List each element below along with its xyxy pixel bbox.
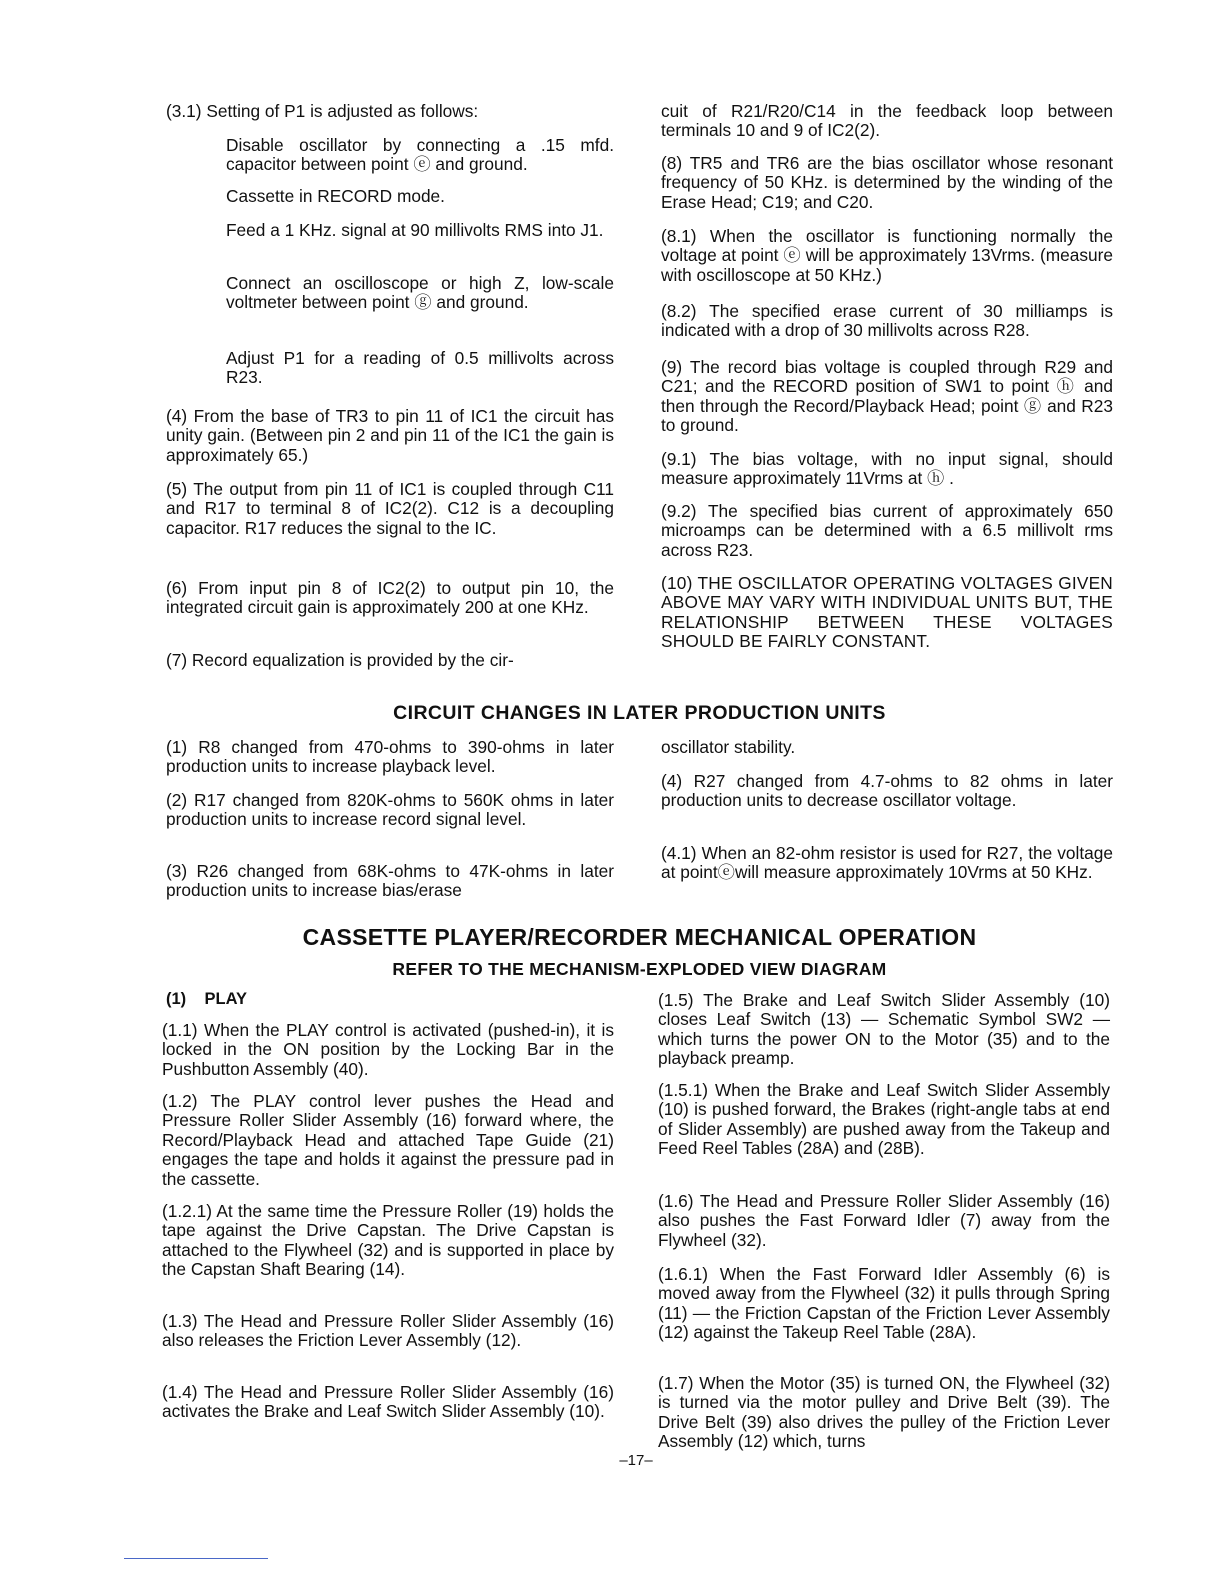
mech-1-6-1: (1.6.1) When the Fast Forward Idler Assembly (6) is moved away from the Flywheel (32) it pulls through Spring (11) — the Friction Capstan of the Friction Lever Assembly (12) against the Takeup Reel Table (28A). — [658, 1264, 1110, 1343]
para-3-1-step-c: Feed a 1 KHz. signal at 90 millivolts RMS into J1. — [226, 220, 604, 240]
mech-1-7: (1.7) When the Motor (35) is turned ON, the Flywheel (32) is turned via the motor pulley and Drive Belt (39). The Drive Belt (39) also drives the pulley of the Friction Lever Assembly (12) which, turns — [658, 1373, 1110, 1452]
para-4: (4) From the base of TR3 to pin 11 of IC1 the circuit has unity gain. (Between pin 2 and pin 11 of the IC1 the gain is approximately 65.) — [166, 406, 614, 465]
para-7: (7) Record equalization is provided by the cir- — [166, 650, 514, 670]
mech-1-3: (1.3) The Head and Pressure Roller Slider Assembly (16) also releases the Friction Lever Assembly (12). — [162, 1311, 614, 1351]
para-6: (6) From input pin 8 of IC2(2) to output pin 10, the integrated circuit gain is approximately 200 at one KHz. — [166, 578, 614, 618]
mech-1-6: (1.6) The Head and Pressure Roller Slider Assembly (16) also pushes the Fast Forward Idler (7) away from the Flywheel (32). — [658, 1191, 1110, 1250]
para-3-1-step-d: Connect an oscilloscope or high Z, low-scale voltmeter between point ⓖ and ground. — [226, 273, 614, 313]
change-2: (2) R17 changed from 820K-ohms to 560K ohms in later production units to increase record signal level. — [166, 790, 614, 830]
para-3-1-step-a: Disable oscillator by connecting a .15 mfd. capacitor between point ⓔ and ground. — [226, 135, 614, 175]
footer-rule — [124, 1558, 268, 1559]
section-heading-circuit-changes: CIRCUIT CHANGES IN LATER PRODUCTION UNITS — [393, 702, 886, 724]
subheading-exploded-view: REFER TO THE MECHANISM-EXPLODED VIEW DIAGRAM — [392, 959, 887, 979]
mech-1-4: (1.4) The Head and Pressure Roller Slider Assembly (16) activates the Brake and Leaf Switch Slider Assembly (10). — [162, 1382, 614, 1422]
para-9-2: (9.2) The specified bias current of approximately 650 microamps can be determined with a 6.5 millivolt rms across R23. — [661, 501, 1113, 560]
mech-1-1: (1.1) When the PLAY control is activated (pushed-in), it is locked in the ON position by the Locking Bar in the Pushbutton Assembly (40). — [162, 1020, 614, 1079]
mech-1-5: (1.5) The Brake and Leaf Switch Slider Assembly (10) closes Leaf Switch (13) — Schematic Symbol SW2 — which turns the power ON to the Motor (35) and to the playback preamp. — [658, 990, 1110, 1069]
para-3-1-step-b: Cassette in RECORD mode. — [226, 186, 445, 206]
change-4-1: (4.1) When an 82-ohm resistor is used for R27, the voltage at pointⓔwill measure approximately 10Vrms at 50 KHz. — [661, 843, 1113, 883]
para-7-continued: cuit of R21/R20/C14 in the feedback loop between terminals 10 and 9 of IC2(2). — [661, 101, 1113, 141]
section-heading-mechanical-operation: CASSETTE PLAYER/RECORDER MECHANICAL OPERATION — [302, 924, 977, 950]
page-number: –17– — [619, 1452, 653, 1469]
para-9-1: (9.1) The bias voltage, with no input signal, should measure approximately 11Vrms at ⓗ . — [661, 449, 1113, 489]
change-3: (3) R26 changed from 68K-ohms to 47K-ohms in later production units to increase bias/erase — [166, 861, 614, 901]
change-4: (4) R27 changed from 4.7-ohms to 82 ohms in later production units to decrease oscillator voltage. — [661, 771, 1113, 811]
para-9: (9) The record bias voltage is coupled through R29 and C21; and the RECORD position of SW1 to point ⓗ and then through the Record/Playback Head; point ⓖ and R23 to ground. — [661, 357, 1113, 436]
play-subsection-heading: (1) PLAY — [166, 990, 247, 1008]
para-8-1: (8.1) When the oscillator is functioning normally the voltage at point ⓔ will be approximately 13Vrms. (measure with oscilloscope at 50 KHz.) — [661, 226, 1113, 285]
change-1: (1) R8 changed from 470-ohms to 390-ohms in later production units to increase playback level. — [166, 737, 614, 777]
change-3-continued: oscillator stability. — [661, 737, 796, 757]
mech-1-2-1: (1.2.1) At the same time the Pressure Roller (19) holds the tape against the Drive Capstan. The Drive Capstan is attached to the Flywheel (32) and is supported in place by the Capstan Shaft Bearing (14). — [162, 1201, 614, 1280]
mech-1-2: (1.2) The PLAY control lever pushes the Head and Pressure Roller Slider Assembly (16) forward where, the Record/Playback Head and attached Tape Guide (21) engages the tape and holds it against the pressure pad in the cassette. — [162, 1091, 614, 1189]
para-8-2: (8.2) The specified erase current of 30 milliamps is indicated with a drop of 30 millivolts across R28. — [661, 301, 1113, 341]
para-3-1-heading: (3.1) Setting of P1 is adjusted as follows: — [166, 101, 479, 121]
para-8: (8) TR5 and TR6 are the bias oscillator whose resonant frequency of 50 KHz. is determined by the winding of the Erase Head; C19; and C20. — [661, 153, 1113, 212]
para-5: (5) The output from pin 11 of IC1 is coupled through C11 and R17 to terminal 8 of IC2(2). C12 is a decoupling capacitor. R17 reduces the signal to the IC. — [166, 479, 614, 538]
para-3-1-step-e: Adjust P1 for a reading of 0.5 millivolts across R23. — [226, 348, 614, 388]
para-10-note: (10) THE OSCILLATOR OPERATING VOLTAGES GIVEN ABOVE MAY VARY WITH INDIVIDUAL UNITS BUT, THE RELATIONSHIP BETWEEN THESE VOLTAGES SHOULD BE FAIRLY CONSTANT. — [661, 573, 1113, 652]
mech-1-5-1: (1.5.1) When the Brake and Leaf Switch Slider Assembly (10) is pushed forward, the Brakes (right-angle tabs at end of Slider Assembly) are pushed away from the Takeup and Feed Reel Tables (28A) and (28B). — [658, 1080, 1110, 1159]
